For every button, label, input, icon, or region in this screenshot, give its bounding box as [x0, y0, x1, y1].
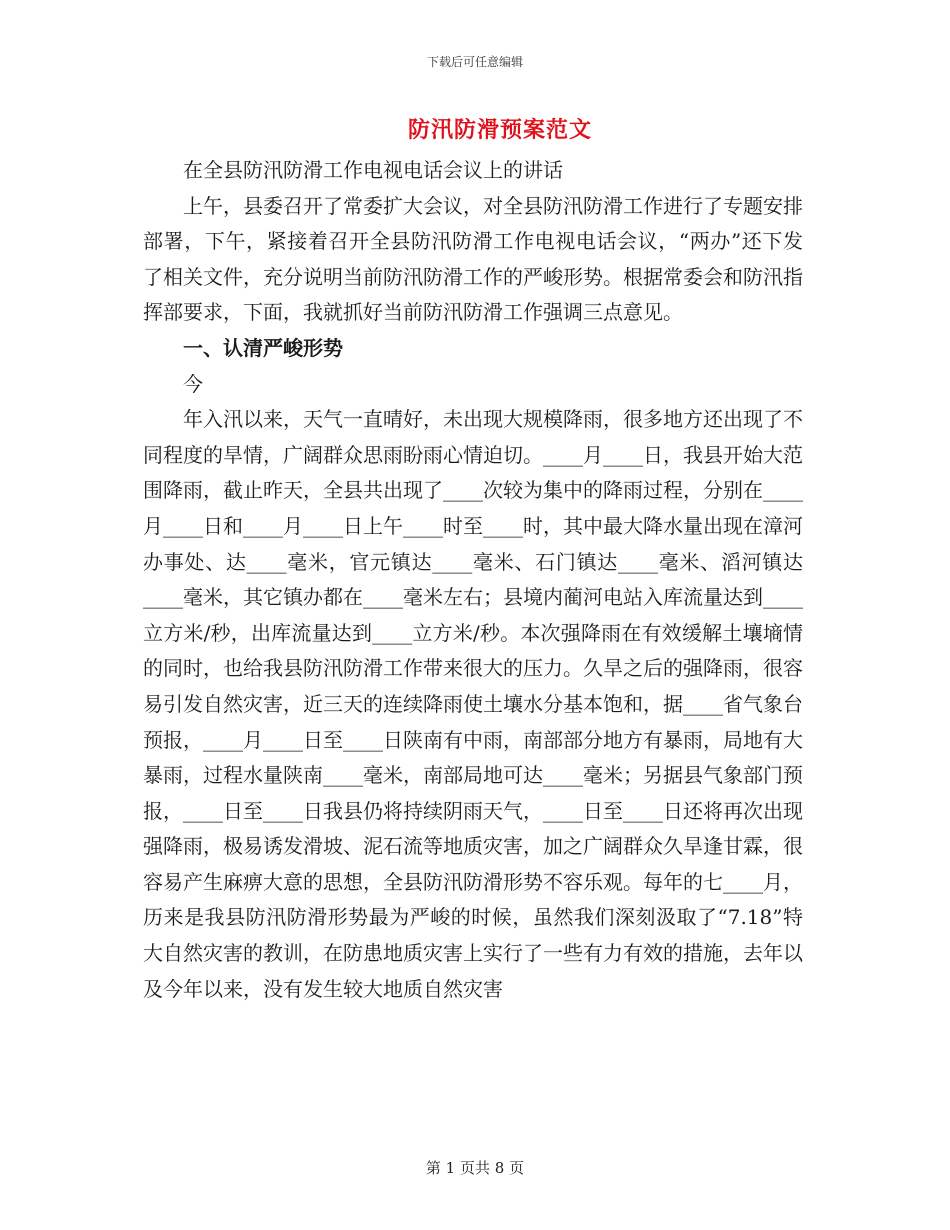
intro-paragraph: 上午，县委召开了常委扩大会议，对全县防汛防滑工作进行了专题安排部署，下午，紧接着召开全县防汛防滑工作电视电话会议，“两办”还下发了相关文件，充分说明当前防汛防滑工作的严峻形势。根据常委会和防汛指挥部要求，下面，我就抓好当前防汛防滑工作强调三点意见。	[143, 193, 803, 325]
page-footer: 第 1 页共 8 页	[425, 1159, 525, 1177]
document-title: 防汛防滑预案范文	[407, 117, 592, 143]
section-heading: 一、认清严峻形势	[183, 335, 343, 360]
body-paragraph: 年入汛以来，天气一直晴好，未出现大规模降雨，很多地方还出现了不同程度的旱情，广阔群众思雨盼雨心情迫切。____月____日，我县开始大范围降雨，截止昨天，全县共出现了____次较为集中的降雨过程，分别在____月____日和____月____日上午____时至____时，其中最大降水量出现在漳河办事处、达____毫米，官元镇达____毫米、石门镇达____毫米、滔河镇达____毫米，其它镇办都在____毫米左右；县境内蔺河电站入库流量达到____立方米/秒，出库流量达到____立方米/秒。本次强降雨在有效缓解土壤墒情的同时，也给我县防汛防滑工作带来很大的压力。久旱之后的强降雨，很容易引发自然灾害，近三天的连续降雨使土壤水分基本饱和，据____省气象台预报，____月____日至____日陕南有中雨，南部部分地方有暴雨，局地有大暴雨，过程水量陕南____毫米，南部局地可达____毫米；另据县气象部门预报，____日至____日我县仍将持续阴雨天气，____日至____日还将再次出现强降雨，极易诱发滑坡、泥石流等地质灾害，加之广阔群众久旱逢甘霖，很容易产生麻痹大意的思想，全县防汛防滑形势不容乐观。每年的七____月，历来是我县防汛防滑形势最为严峻的时候，虽然我们深刻汲取了“7.18”特大自然灾害的教训，在防患地质灾害上实行了一些有力有效的措施，去年以及今年以来，没有发生较大地质自然灾害	[143, 407, 803, 1001]
speech-subtitle: 在全县防汛防滑工作电视电话会议上的讲话	[183, 158, 563, 182]
header-note: 下载后可任意编辑	[426, 55, 523, 69]
paragraph-fragment: 今	[183, 371, 203, 396]
document-body	[143, 153, 803, 1007]
